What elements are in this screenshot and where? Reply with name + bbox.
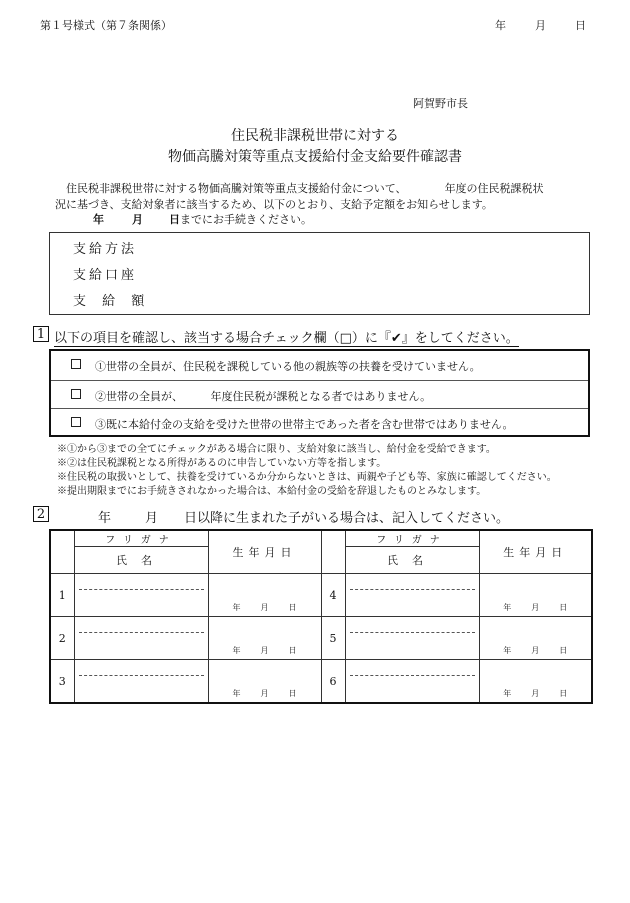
intro-deadline-year: 年 — [93, 213, 104, 226]
children-table — [49, 529, 593, 704]
dob-day: 日 — [288, 646, 297, 655]
section-2-number: 2 — [33, 506, 49, 522]
intro-deadline-rest: までにお手続きください。 — [180, 213, 312, 226]
form-number: 第１号様式（第７条関係） — [40, 19, 172, 32]
dob-cell[interactable] — [208, 574, 321, 617]
row-number: 4 — [321, 574, 345, 617]
checklist-item-3: ③既に本給付金の支給を受けた世帯の世帯主であった者を含む世帯ではありません。 — [95, 418, 514, 431]
dob-cell[interactable] — [479, 574, 592, 617]
intro-line-1-b: 年度の住民税課税状 — [444, 182, 544, 195]
dob-day: 日 — [288, 689, 297, 698]
dob-year: 年 — [232, 646, 241, 655]
section-1-number: 1 — [33, 326, 49, 342]
header-kana-right: フリガナ — [345, 530, 479, 547]
note-4: ※提出期限までにお手続きされなかった場合は、本給付金の受給を辞退したものとみなします。 — [57, 486, 487, 497]
intro-line-2: 況に基づき、支給対象者に該当するため、以下のとおり、支給予定額をお知らせします。 — [55, 198, 493, 211]
section-1-heading: 以下の項目を確認し、該当する場合チェック欄（□）に『✔』をしてください。 — [54, 327, 519, 347]
dob-day: 日 — [288, 603, 297, 612]
checkbox-2[interactable] — [71, 389, 81, 399]
section-2-month: 月 — [145, 511, 159, 526]
title-line-1: 住民税非課税世帯に対する — [231, 128, 399, 144]
dob-month: 月 — [531, 646, 540, 655]
header-date-month: 月 — [535, 19, 546, 32]
dob-month: 月 — [260, 689, 269, 698]
header-date-year: 年 — [495, 19, 506, 32]
name-cell[interactable] — [345, 617, 479, 660]
header-blank-left — [50, 530, 74, 574]
name-cell[interactable] — [345, 660, 479, 704]
dob-year: 年 — [503, 646, 512, 655]
dob-day: 日 — [559, 603, 568, 612]
note-1: ※①から③までの全てにチェックがある場合に限り、支給対象に該当し、給付金を受給できます。 — [57, 444, 496, 455]
checklist-item-1: ①世帯の全員が、住民税を課税している他の親族等の扶養を受けていません。 — [95, 360, 481, 373]
dob-cell[interactable] — [208, 660, 321, 704]
table-row — [50, 660, 592, 704]
row-number: 6 — [321, 660, 345, 704]
header-blank-right — [321, 530, 345, 574]
dob-day: 日 — [559, 646, 568, 655]
intro-deadline-day: 日 — [169, 213, 180, 226]
dob-cell[interactable] — [479, 617, 592, 660]
row-number: 1 — [50, 574, 74, 617]
dob-cell[interactable] — [479, 660, 592, 704]
section-2-year: 年 — [98, 511, 112, 526]
header-name-right: 氏名 — [345, 547, 479, 574]
checklist-row-3 — [51, 408, 588, 436]
header-name-left: 氏名 — [74, 547, 208, 574]
table-row — [50, 617, 592, 660]
dob-year: 年 — [503, 603, 512, 612]
checklist-row-2 — [51, 380, 588, 408]
header-dob-left: 生年月日 — [208, 530, 321, 574]
dob-year: 年 — [232, 603, 241, 612]
row-number: 3 — [50, 660, 74, 704]
note-2: ※②は住民税課税となる所得があるのに申告していない方等を指します。 — [57, 458, 387, 469]
addressee: 阿賀野市長 — [413, 97, 468, 110]
dob-cell[interactable] — [208, 617, 321, 660]
name-cell[interactable] — [74, 617, 208, 660]
checklist — [49, 349, 590, 437]
checklist-item-2: ②世帯の全員が、 年度住民税が課税となる者ではありません。 — [95, 390, 432, 403]
dob-month: 月 — [531, 603, 540, 612]
title-line-2: 物価高騰対策等重点支援給付金支給要件確認書 — [168, 149, 462, 165]
intro-line-1 — [66, 180, 544, 196]
checkbox-1[interactable] — [71, 359, 81, 369]
header-dob-right: 生年月日 — [479, 530, 592, 574]
checklist-row-1 — [51, 351, 588, 379]
dob-month: 月 — [260, 646, 269, 655]
intro-line-1-a: 住民税非課税世帯に対する物価高騰対策等重点支援給付金について、 — [66, 182, 407, 195]
dob-year: 年 — [232, 689, 241, 698]
payment-info-box — [49, 232, 590, 315]
row-number: 2 — [50, 617, 74, 660]
header-date — [495, 17, 586, 33]
section-2-heading-rest: 日以降に生まれた子がいる場合は、記入してください。 — [184, 511, 510, 526]
payment-method-label: 支給方法 — [73, 242, 138, 257]
name-cell[interactable] — [345, 574, 479, 617]
dob-year: 年 — [503, 689, 512, 698]
header-date-day: 日 — [575, 19, 586, 32]
payment-amount-label: 支 給 額 — [73, 294, 151, 309]
checkbox-3[interactable] — [71, 417, 81, 427]
dob-month: 月 — [531, 689, 540, 698]
dob-day: 日 — [559, 689, 568, 698]
section-2-heading — [54, 507, 509, 526]
name-cell[interactable] — [74, 660, 208, 704]
dob-month: 月 — [260, 603, 269, 612]
row-number: 5 — [321, 617, 345, 660]
payment-account-label: 支給口座 — [73, 268, 138, 283]
note-3: ※住民税の取扱いとして、扶養を受けているか分からないときは、両親や子ども等、家族に確認してください。 — [57, 472, 557, 483]
table-row — [50, 574, 592, 617]
intro-line-3 — [93, 211, 312, 227]
header-kana-left: フリガナ — [74, 530, 208, 547]
name-cell[interactable] — [74, 574, 208, 617]
intro-deadline-month: 月 — [132, 213, 143, 226]
